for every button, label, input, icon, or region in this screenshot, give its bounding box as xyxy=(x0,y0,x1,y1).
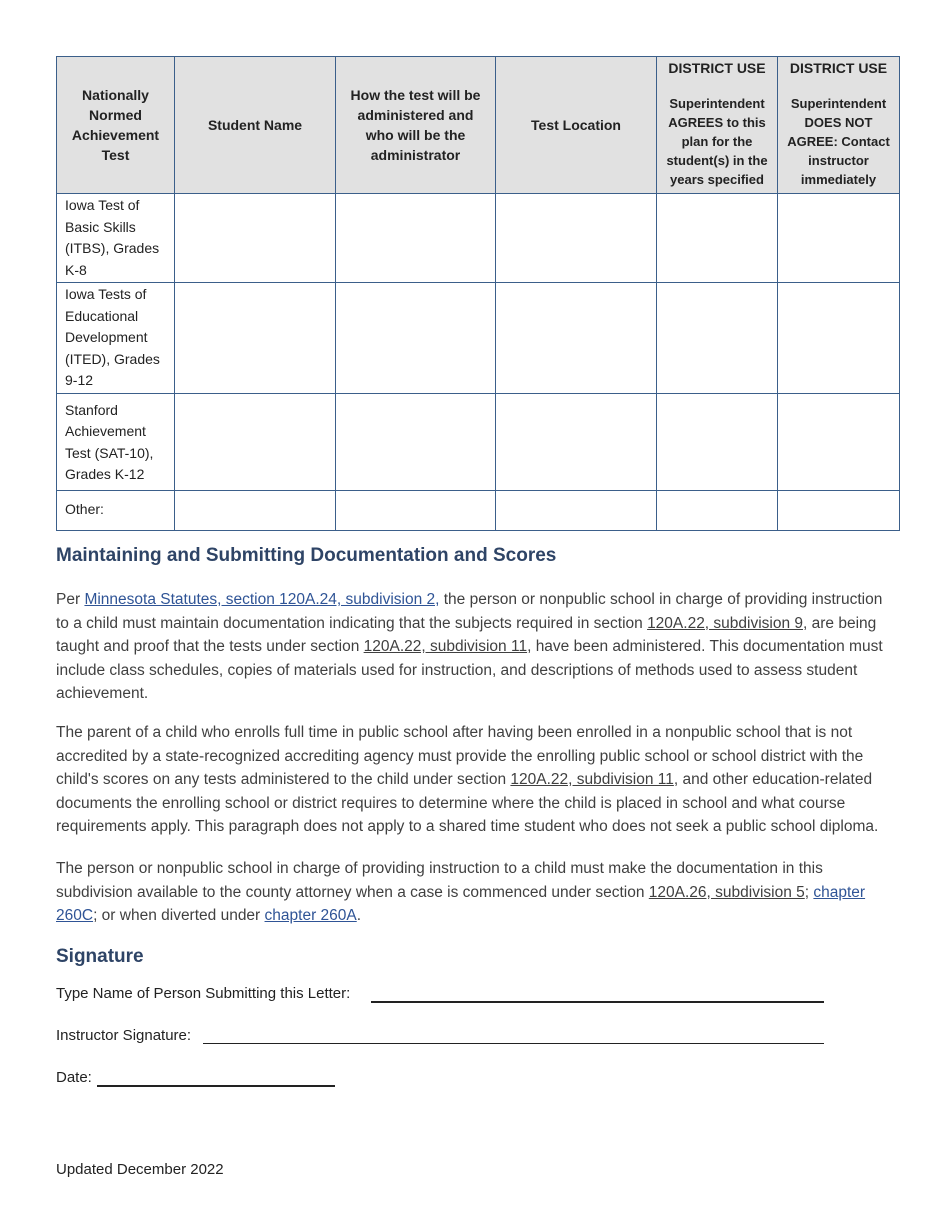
student-name-cell[interactable] xyxy=(175,393,336,490)
table-header-row xyxy=(57,57,900,194)
text-span: , are being taught and proof that the tests under section xyxy=(56,614,877,655)
statute-ref-120a26-subd5[interactable]: 120A.26, subdivision 5 xyxy=(648,883,805,901)
header-district-use-disagrees xyxy=(778,57,900,194)
submitter-name-label: Type Name of Person Submitting this Letter: xyxy=(56,985,351,1002)
statute-ref-120a22-subd11[interactable]: 120A.22, subdivision 11 xyxy=(363,638,528,655)
test-name-cell: Stanford Achievement Test (SAT-10), Grades K-12 xyxy=(57,393,175,490)
location-cell[interactable] xyxy=(496,194,657,283)
date-field[interactable] xyxy=(97,1085,335,1087)
district-disagrees-cell[interactable] xyxy=(778,194,900,283)
text-span: , have been administered. This documentation must include class schedules, copies of materials used for instruction, and descriptions of methods used to assess student achievement. xyxy=(56,638,883,702)
table-row xyxy=(57,194,900,283)
district-disagrees-cell[interactable] xyxy=(778,393,900,490)
district-use-title: DISTRICT USE xyxy=(668,60,766,76)
location-cell[interactable] xyxy=(496,283,657,394)
header-district-use-agrees xyxy=(657,57,778,194)
header-test-location: Test Location xyxy=(496,57,657,194)
district-agrees-cell[interactable] xyxy=(657,393,778,490)
administration-cell[interactable] xyxy=(336,393,496,490)
district-agrees-cell[interactable] xyxy=(657,283,778,394)
updated-date-footer: Updated December 2022 xyxy=(56,1161,224,1178)
administration-cell[interactable] xyxy=(336,283,496,394)
student-name-cell[interactable] xyxy=(175,283,336,394)
location-cell[interactable] xyxy=(496,490,657,530)
text-span: The person or nonpublic school in charge of providing instruction to a child must make the documentation in this subdivision available to the county attorney when a case is commenced under section xyxy=(56,860,823,901)
section-heading-documentation: Maintaining and Submitting Documentation and Scores xyxy=(56,545,557,566)
statute-ref-120a22-subd9[interactable]: 120A.22, subdivision 9 xyxy=(647,614,804,632)
district-agrees-cell[interactable] xyxy=(657,490,778,530)
statute-ref-120a22-subd11[interactable]: 120A.22, subdivision 11 xyxy=(510,771,674,788)
paragraph-enrollment xyxy=(56,721,898,839)
instructor-signature-label: Instructor Signature: xyxy=(56,1027,192,1044)
table-row xyxy=(57,393,900,490)
student-name-cell[interactable] xyxy=(175,194,336,283)
student-name-cell[interactable] xyxy=(175,490,336,530)
test-name-cell: Iowa Tests of Educational Development (ITED), Grades 9-12 xyxy=(57,283,175,394)
district-use-disagrees-text: Superintendent DOES NOT AGREE: Contact instructor immediately xyxy=(787,96,890,187)
achievement-test-table xyxy=(56,56,900,531)
location-cell[interactable] xyxy=(496,393,657,490)
instructor-signature-field[interactable] xyxy=(203,1043,824,1044)
test-name-cell: Iowa Test of Basic Skills (ITBS), Grades K-8 xyxy=(57,194,175,283)
table-row xyxy=(57,490,900,530)
administration-cell[interactable] xyxy=(336,194,496,283)
submitter-name-field[interactable] xyxy=(371,1001,824,1003)
header-test: Nationally Normed Achievement Test xyxy=(57,57,175,194)
text-span: the person or nonpublic school in charge of providing instruction to a child must maintain documentation indicating that the subjects required in section xyxy=(56,591,883,632)
text-span: , and other education-related documents the enrolling school or district requires to determine where the child is placed in school and what course requirements apply. This paragraph does not apply to a shared time student who does not seek a public school diploma. xyxy=(56,771,879,835)
administration-cell[interactable] xyxy=(336,490,496,530)
text-span: ; xyxy=(804,883,814,901)
chapter-260a-link[interactable]: chapter 260A xyxy=(264,907,357,924)
text-span: ; or when diverted under xyxy=(93,907,265,924)
section-heading-signature: Signature xyxy=(56,946,144,967)
chapter-260c-link[interactable]: chapter 260C xyxy=(56,883,866,924)
date-label: Date: xyxy=(56,1069,92,1086)
header-student-name: Student Name xyxy=(175,57,336,194)
district-disagrees-cell[interactable] xyxy=(778,283,900,394)
paragraph-county-attorney xyxy=(56,857,898,928)
paragraph-documentation xyxy=(56,588,898,706)
district-use-agrees-text: Superintendent AGREES to this plan for the student(s) in the years specified xyxy=(666,96,768,187)
header-administration: How the test will be administered and who will be the administrator xyxy=(336,57,496,194)
district-disagrees-cell[interactable] xyxy=(778,490,900,530)
table-row xyxy=(57,283,900,394)
district-use-title: DISTRICT USE xyxy=(789,60,888,76)
text-span: The parent of a child who enrolls full time in public school after having been enrolled in a nonpublic school that is not accredited by a state-recognized accrediting agency must provide the enrolling public school or school district with the child's scores on any tests administered to the child under section xyxy=(56,724,864,788)
text-span: . xyxy=(356,907,362,924)
district-agrees-cell[interactable] xyxy=(657,194,778,283)
test-name-cell: Other: xyxy=(57,490,175,530)
statute-link-120a24[interactable]: Minnesota Statutes, section 120A.24, subdivision 2, xyxy=(84,591,440,608)
text-span: Per xyxy=(56,591,85,608)
